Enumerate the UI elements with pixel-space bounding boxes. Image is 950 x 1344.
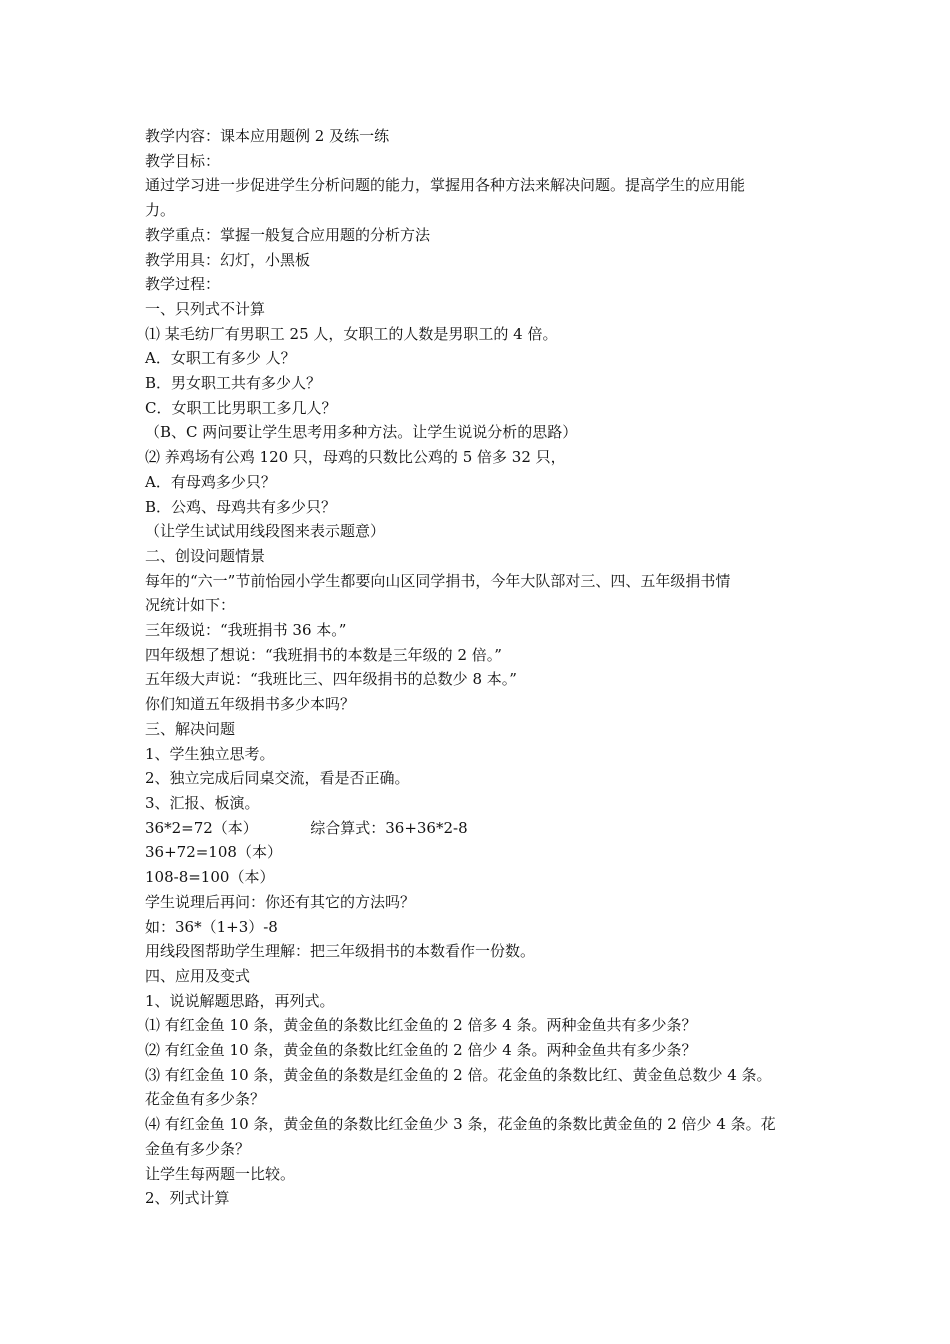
- text-line-grade-3: 三年级说：“我班捐书 36 本。”: [145, 621, 347, 640]
- text-line-teaching-process: 教学过程：: [145, 275, 221, 294]
- text-line-problem-2b: B．公鸡、母鸡共有多少只？: [145, 497, 337, 516]
- text-line-exercise-2: 2、列式计算: [145, 1189, 230, 1208]
- text-line-teaching-tools: 教学用具：幻灯，小黑板: [145, 250, 311, 269]
- text-line-problem-2a: A．有母鸡多少只？: [145, 472, 276, 491]
- text-line-fish-4b: 金鱼有多少条？: [145, 1139, 251, 1158]
- text-line-step-2: 2、独立完成后同桌交流，看是否正确。: [145, 769, 410, 788]
- text-line-example: 如：36*（1+3）-8: [145, 917, 278, 936]
- text-line-problem-2: ⑵ 养鸡场有公鸡 120 只，母鸡的只数比公鸡的 5 倍多 32 只，: [145, 448, 566, 467]
- text-line-teaching-focus: 教学重点：掌握一般复合应用题的分析方法: [145, 225, 431, 244]
- text-line-question: 你们知道五年级捐书多少本吗？: [145, 695, 356, 714]
- text-line-calc-2: 36+72=108（本）: [145, 843, 282, 862]
- text-line-scenario-2: 况统计如下：: [145, 596, 236, 615]
- text-line-step-3: 3、汇报、板演。: [145, 793, 260, 812]
- section-heading-4: 四、应用及变式: [145, 966, 251, 985]
- text-line-problem-1: ⑴ 某毛纺厂有男职工 25 人，女职工的人数是男职工的 4 倍。: [145, 324, 558, 343]
- text-line-compare: 让学生每两题一比较。: [145, 1164, 296, 1183]
- text-line-fish-4a: ⑷ 有红金鱼 10 条，黄金鱼的条数比红金鱼少 3 条，花金鱼的条数比黄金鱼的 2 倍少 4 条。花: [145, 1115, 776, 1134]
- text-line-fish-1: ⑴ 有红金鱼 10 条，黄金鱼的条数比红金鱼的 2 倍多 4 条。两种金鱼共有多少条？: [145, 1016, 697, 1035]
- text-line-note-2: （让学生试试用线段图来表示题意）: [145, 522, 386, 541]
- text-line-problem-1a: A．女职工有多少 人？: [145, 349, 296, 368]
- text-line-problem-1c: C．女职工比男职工多几人？: [145, 398, 337, 417]
- text-line-problem-1b: B．男女职工共有多少人？: [145, 374, 322, 393]
- lesson-plan-text: [145, 124, 813, 1211]
- text-line-fish-3b: 花金鱼有多少条？: [145, 1090, 266, 1109]
- text-line-note-1: （B、C 两问要让学生思考用多种方法。让学生说说分析的思路）: [145, 423, 578, 442]
- text-line-step-1: 1、学生独立思考。: [145, 744, 275, 763]
- section-heading-1: 一、只列式不计算: [145, 299, 266, 318]
- text-line-teaching-content: 教学内容：课本应用题例 2 及练一练: [145, 127, 390, 145]
- text-line-grade-5: 五年级大声说：“我班比三、四年级捐书的总数少 8 本。”: [145, 670, 517, 689]
- text-line-fish-2: ⑵ 有红金鱼 10 条，黄金鱼的条数比红金鱼的 2 倍少 4 条。两种金鱼共有多少条？: [145, 1041, 697, 1060]
- text-line-calc-3: 108-8=100（本）: [145, 868, 275, 887]
- text-line-scenario-1: 每年的“六一”节前怡园小学生都要向山区同学捐书，今年大队部对三、四、五年级捐书情: [145, 571, 731, 590]
- text-line-teaching-goal-1: 通过学习进一步促进学生分析问题的能力，掌握用各种方法来解决问题。提高学生的应用能: [145, 176, 746, 195]
- text-line-teaching-goal-heading: 教学目标：: [145, 151, 221, 170]
- text-line-exercise-1: 1、说说解题思路，再列式。: [145, 991, 335, 1010]
- text-line-teaching-goal-2: 力。: [145, 201, 176, 220]
- text-line-grade-4: 四年级想了想说：“我班捐书的本数是三年级的 2 倍。”: [145, 645, 502, 664]
- text-line-fish-3a: ⑶ 有红金鱼 10 条，黄金鱼的条数是红金鱼的 2 倍。花金鱼的条数比红、黄金鱼总数少 4 条。: [145, 1065, 772, 1084]
- section-heading-3: 三、解决问题: [145, 719, 236, 738]
- text-line-other-method: 学生说理后再问：你还有其它的方法吗？: [145, 892, 416, 911]
- text-line-line-diagram: 用线段图帮助学生理解：把三年级捐书的本数看作一份数。: [145, 942, 536, 961]
- text-line-calc-1: 36*2=72（本） 综合算式：36+36*2-8: [145, 818, 468, 837]
- section-heading-2: 二、创设问题情景: [145, 546, 266, 565]
